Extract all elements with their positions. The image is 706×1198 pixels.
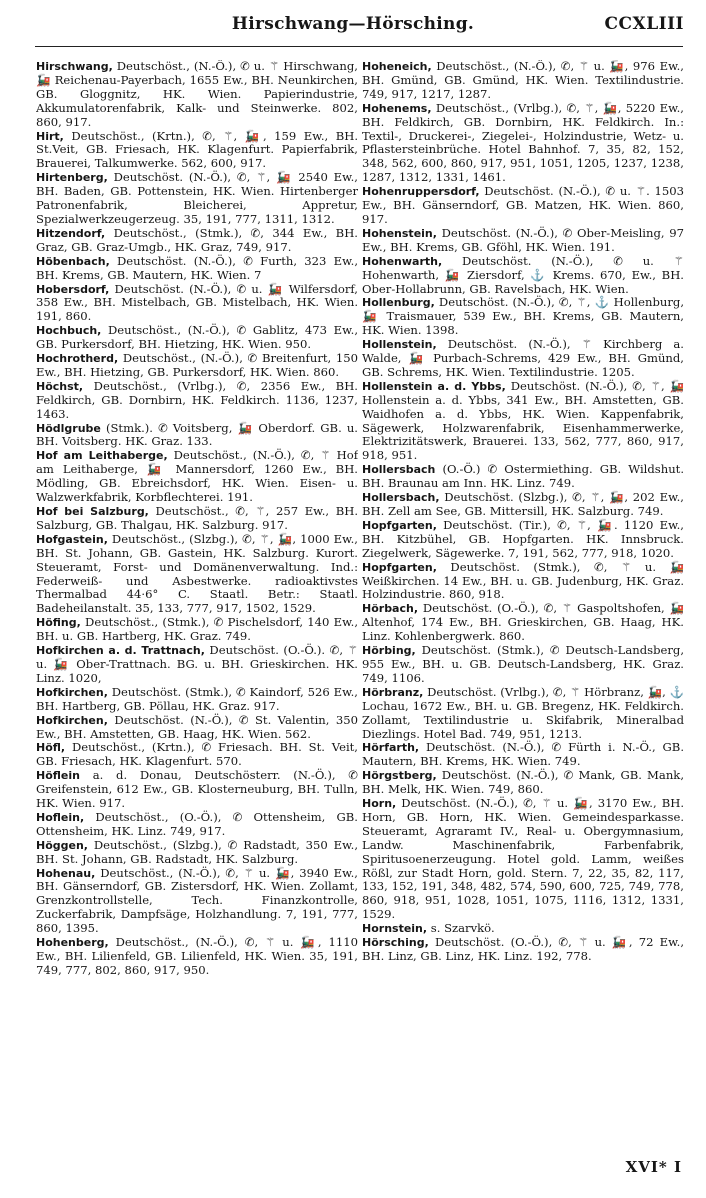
gazetteer-entry	[36, 769, 358, 811]
entry-place-name: Hörbing,	[362, 644, 416, 658]
entry-place-name: Höchst,	[36, 379, 84, 393]
gazetteer-entry	[36, 449, 358, 505]
gazetteer-entry	[362, 769, 684, 797]
entry-description: Deutschöst., (Slzbg.), ✆, ⚚, 🚂, 1000 Ew., BH. St. Johann, GB. Gastein, HK. Salzburg. Kurort. Steueramt, Forst- und Domänenverwaltung. Ind.: Federweiß- und Asbestwerke. radioaktivstes Thermalbad 44·6° C. Staatl. Betr.: Staatl. Badeheilanstalt. 35, 133, 777, 917, 1502, 1529.	[36, 531, 358, 616]
entry-place-name: Hohenwarth,	[362, 254, 443, 268]
entry-place-name: Hofkirchen a. d. Trattnach,	[36, 644, 205, 658]
entry-description: Deutschöst., (N.-Ö.), ✆ Gablitz, 473 Ew., GB. Purkersdorf, BH. Hietzing, HK. Wien. 950.	[36, 323, 358, 352]
gazetteer-entry	[36, 324, 358, 352]
entry-place-name: Hörsching,	[362, 936, 429, 950]
entry-description: Deutschöst. (O.-Ö.), ✆, ⚚ Gaspoltshofen, 🚂 Altenhof, 174 Ew., BH. Grieskirchen, GB. Haag, HK. Linz. Kohlenbergwerk. 860.	[362, 601, 684, 644]
gazetteer-entry	[362, 741, 684, 769]
gazetteer-entry	[36, 616, 358, 644]
entry-place-name: Hödlgrube	[36, 421, 101, 435]
entry-description: Deutschöst., (N.-Ö.), ✆ Breitenfurt, 150 Ew., BH. Hietzing, GB. Purkersdorf, HK. Wien. 860.	[36, 351, 358, 379]
gazetteer-entry	[36, 505, 358, 533]
entry-description: Deutschöst. (N.-Ö.), ✆, ⚚, 🚂 2540 Ew., BH. Baden, GB. Pottenstein, HK. Wien. Hirtenberger Patronenfabrik, Bleicherei, Appretur, Spezialwerkzeugerzeug. 35, 191, 777, 1311, 1312.	[36, 170, 358, 226]
entry-place-name: Hopfgarten,	[362, 518, 437, 532]
entry-description: (O.-Ö.) ✆ Ostermiething. GB. Wildshut. BH. Braunau am Inn. HK. Linz. 749.	[362, 462, 684, 491]
gazetteer-entry	[36, 811, 358, 839]
entry-place-name: Hirschwang,	[36, 60, 113, 73]
entry-description: Deutschöst. (Slzbg.), ✆, ⚚, 🚂, 202 Ew., BH. Zell am See, GB. Mittersill, HK. Salzburg. 749.	[362, 490, 684, 518]
page-number: CCXLIII	[604, 14, 684, 34]
entry-place-name: Höbenbach,	[36, 254, 110, 268]
entry-description: a. d. Donau, Deutschösterr. (N.-Ö.), ✆ Greifenstein, 612 Ew., GB. Klosterneuburg, BH. Tulln, HK. Wien. 917.	[36, 768, 358, 811]
entry-place-name: Hollenburg,	[362, 296, 435, 310]
entry-description: Deutschöst. (N.-Ö.), ✆ Furth, 323 Ew., BH. Krems, GB. Mautern, HK. Wien. 7	[36, 253, 358, 282]
gazetteer-entry	[36, 741, 358, 769]
entry-description: Deutschöst. (N.-Ö.), ✆ Fürth i. N.-Ö., GB. Mautern, BH. Krems, HK. Wien. 749.	[362, 740, 684, 769]
entry-description: Deutschöst. (N.-Ö.), ✆ u. ⚚ Hohenwarth, 🚂 Ziersdorf, ⚓ Krems. 670, Ew., BH. Ober-Hollabrunn, GB. Ravelsbach, HK. Wien.	[362, 253, 684, 296]
entry-description: Deutschöst., (Stmk.), ✆ Pischelsdorf, 140 Ew., BH. u. GB. Hartberg, HK. Graz. 749.	[36, 615, 358, 644]
entry-place-name: Hohenau,	[36, 866, 96, 880]
entry-description: Deutschöst., (N.-Ö.), ✆, ⚚ Hof am Leithaberge, 🚂 Mannersdorf, 1260 Ew., BH. Mödling, GB. Ebreichsdorf, HK. Wien. Eisen- u. Walzwerkfabrik, Korbflechterei. 191.	[36, 448, 358, 505]
gazetteer-entry	[36, 714, 358, 742]
entry-description: Deutschöst. (N.-Ö.), ✆ u. ⚚. 1503 Ew., BH. Gänserndorf, GB. Matzen, HK. Wien. 860, 917.	[362, 184, 684, 226]
entry-place-name: Hörbranz,	[362, 685, 424, 699]
entry-place-name: Hoheneich,	[362, 60, 432, 73]
gazetteer-entry	[362, 185, 684, 227]
signature-mark: XVI* I	[625, 1158, 682, 1176]
entry-place-name: Höfing,	[36, 616, 81, 630]
entry-place-name: Hochrotherd,	[36, 352, 119, 366]
entry-place-name: Hollersbach	[362, 463, 436, 477]
gazetteer-entry	[362, 60, 684, 102]
gazetteer-entry	[36, 255, 358, 283]
entry-description: Deutschöst. (N.-Ö.), ✆ Ober-Meisling, 97 Ew., BH. Krems, GB. Gföhl, HK. Wien. 191.	[362, 225, 684, 254]
entry-description: Deutschöst., (Krtn.), ✆ Friesach. BH. St. Veit, GB. Friesach, HK. Klagenfurt. 570.	[36, 740, 358, 769]
gazetteer-entry	[36, 867, 358, 937]
entry-place-name: Hirtenberg,	[36, 171, 108, 185]
entry-description: Deutschöst. (Vrlbg.), ✆, ⚚ Hörbranz, 🚂, ⚓ Lochau, 1672 Ew., BH. u. GB. Bregenz, HK. Feldkirch. Zollamt, Textilindustrie u. Skifabrik, Mineralbad Diezlings. Hotel Bad. 749, 951, 1213.	[362, 684, 684, 741]
gazetteer-entry	[36, 686, 358, 714]
gazetteer-entry	[362, 602, 684, 644]
gazetteer-entry	[36, 422, 358, 450]
entry-place-name: Hollersbach,	[362, 491, 440, 505]
gazetteer-entry	[36, 227, 358, 255]
gazetteer-entry	[362, 296, 684, 338]
entry-description: Deutschöst. (Stmk.), ✆ Deutsch-Landsberg, 955 Ew., BH. u. GB. Deutsch-Landsberg, HK. Graz. 749, 1106.	[362, 643, 684, 685]
entry-place-name: Hoflein,	[36, 810, 85, 824]
gazetteer-entry	[36, 380, 358, 422]
entry-place-name: Hofkirchen,	[36, 685, 108, 699]
entry-description: Deutschöst. (N.-Ö.), ✆ St. Valentin, 350 Ew., BH. Amstetten, GB. Haag, HK. Wien. 562.	[36, 712, 358, 741]
entry-place-name: Hohenberg,	[36, 936, 109, 950]
gazetteer-entry	[36, 130, 358, 172]
gazetteer-entry	[36, 283, 358, 325]
entry-description: Deutschöst. (N.-Ö.), ✆, ⚚, 🚂 Hollenstein a. d. Ybbs, 341 Ew., BH. Amstetten, GB. Waidhofen a. d. Ybbs, HK. Wien. Kappenfabrik, Sägewerk, Holzwarenfabrik, Eisenhammerwerke, Elektrizitätswerk, Brauerei. 133, 562, 777, 860, 917, 918, 951.	[362, 378, 684, 463]
entry-place-name: Hohenstein,	[362, 226, 437, 240]
entry-description: Deutschöst. (Stmk.), ✆ Kaindorf, 526 Ew., BH. Hartberg, GB. Pöllau, HK. Graz. 917.	[36, 684, 358, 713]
gazetteer-entry	[362, 463, 684, 491]
gazetteer-entry	[36, 171, 358, 227]
gazetteer-entry	[362, 255, 684, 297]
entry-place-name: Hof bei Salzburg,	[36, 505, 149, 518]
entry-description: Deutschöst., (Stmk.), ✆, 344 Ew., BH. Graz, GB. Graz-Umgb., HK. Graz, 749, 917.	[36, 225, 358, 254]
gazetteer-entry	[362, 936, 684, 964]
entry-description: Deutschöst. (O.-Ö.), ✆, ⚚ u. 🚂, 72 Ew., BH. Linz, GB. Linz, HK. Linz. 192, 778.	[362, 935, 684, 963]
running-title: Hirschwang—Hörsching.	[231, 14, 475, 34]
entry-place-name: Horn,	[362, 797, 397, 811]
entry-description: Deutschöst., (N.-Ö.), ✆ u. ⚚ Hirschwang, 🚂 Reichenau-Payerbach, 1655 Ew., BH. Neunkirchen, GB. Gloggnitz, HK. Wien. Papierindustrie, Akkumulatorenfabrik, Kalk- und Steinwerke. 802, 860, 917.	[36, 60, 358, 129]
entry-description: Deutschöst. (N.-Ö.), ✆, ⚚ u. 🚂, 3170 Ew., BH. Horn, GB. Horn, HK. Wien. Gemeindesparkasse. Steueramt, Agraramt IV., Real- u. Obergymnasium, Landw. Maschinenfabrik, Farbenfabrik, Spiritusoenerzeugung. Hotel gold. Lamm, weißes Rößl, zur Stadt Horn, gold. Stern. 7, 22, 35, 82, 117, 133, 152, 191, 348, 482, 574, 590, 600, 725, 749, 778, 860, 918, 951, 1028, 1051, 1075, 1116, 1312, 1331, 1529.	[362, 796, 684, 922]
entry-place-name: Hollenstein,	[362, 338, 437, 352]
gazetteer-entry	[362, 338, 684, 380]
gazetteer-entry	[362, 227, 684, 255]
entry-description: Deutschöst. (N.-Ö.), ✆, ⚚, ⚓ Hollenburg, 🚂 Traismauer, 539 Ew., BH. Krems, GB. Mautern, HK. Wien. 1398.	[362, 295, 684, 338]
gazetteer-entry	[36, 60, 358, 130]
entry-place-name: Hohenruppersdorf,	[362, 185, 480, 199]
right-column	[362, 60, 684, 1158]
entry-description: Deutschöst. (N.-Ö.), ⚚ Kirchberg a. Walde, 🚂 Purbach-Schrems, 429 Ew., BH. Gmünd, GB. Schrems, HK. Wien. Textilindustrie. 1205.	[362, 337, 684, 379]
gazetteer-entry	[362, 491, 684, 519]
entry-place-name: Hollenstein a. d. Ybbs,	[362, 379, 506, 393]
entry-place-name: Hohenems,	[362, 101, 432, 115]
gazetteer-entry	[362, 102, 684, 185]
gazetteer-entry	[362, 644, 684, 686]
gazetteer-entry	[36, 352, 358, 380]
entry-place-name: Hörbach,	[362, 602, 419, 616]
gazetteer-entry	[36, 644, 358, 686]
header-rule	[35, 46, 683, 47]
entry-description: Deutschöst., (O.-Ö.), ✆ Ottensheim, GB. Ottensheim, HK. Linz. 749, 917.	[36, 809, 358, 838]
gazetteer-entry	[362, 686, 684, 742]
entry-description: Deutschöst., (Krtn.), ✆, ⚚, 🚂, 159 Ew., BH. St.Veit, GB. Friesach, HK. Klagenfurt. Papierfabrik, Brauerei, Talkumwerke. 562, 600, 917.	[36, 128, 358, 171]
page-header	[0, 14, 706, 40]
gazetteer-entry	[362, 380, 684, 463]
entry-description: (Stmk.). ✆ Voitsberg, 🚂 Oberdorf. GB. u. BH. Voitsberg. HK. Graz. 133.	[36, 420, 358, 449]
left-column	[36, 60, 358, 1158]
entry-description: Deutschöst., (Slzbg.), ✆ Radstadt, 350 Ew., BH. St. Johann, GB. Radstadt, HK. Salzburg.	[36, 837, 358, 866]
gazetteer-entry	[362, 922, 684, 936]
entry-description: Deutschöst., (N.-Ö.), ✆, ⚚ u. 🚂, 3940 Ew., BH. Gänserndorf, GB. Zistersdorf, HK. Wien. Zollamt, Grenzkontrollstelle, Tech. Finanzkontrolle, Zuckerfabrik, Dampfsäge, Holzhandlung. 7, 191, 777, 860, 1395.	[36, 865, 358, 936]
entry-description: Deutschöst., ✆, ⚚, 257 Ew., BH. Salzburg, GB. Thalgau, HK. Salzburg. 917.	[36, 504, 358, 532]
gazetteer-entry	[36, 936, 358, 978]
entry-place-name: Hobersdorf,	[36, 282, 110, 296]
gazetteer-entry	[36, 839, 358, 867]
entry-description: Deutschöst. (O.-Ö.). ✆, ⚚ u. 🚂 Ober-Trattnach. BG. u. BH. Grieskirchen. HK. Linz. 1020,	[36, 643, 358, 685]
entry-place-name: Hochbuch,	[36, 324, 102, 338]
entry-place-name: Hirt,	[36, 129, 64, 143]
entry-place-name: Hörgstberg,	[362, 769, 437, 783]
entry-description: Deutschöst. (N.-Ö.), ✆ u. 🚂 Wilfersdorf, 358 Ew., BH. Mistelbach, GB. Mistelbach, HK. Wien. 191, 860.	[36, 281, 358, 324]
entry-place-name: Höggen,	[36, 838, 88, 852]
gazetteer-entry	[362, 519, 684, 561]
entry-place-name: Höfl,	[36, 741, 66, 755]
entry-place-name: Hopfgarten,	[362, 560, 437, 574]
entry-place-name: Hörfarth,	[362, 741, 420, 755]
entry-description: Deutschöst., (N.-Ö.), ✆, ⚚ u. 🚂, 976 Ew., BH. Gmünd, GB. Gmünd, HK. Wien. Textilindustrie. 749, 917, 1217, 1287.	[362, 60, 684, 101]
entry-description: s. Szarvkö.	[430, 921, 495, 936]
entry-description: Deutschöst., (Vrlbg.), ✆, ⚚, 🚂, 5220 Ew., BH. Feldkirch, GB. Dornbirn, HK. Feldkirch. In.: Textil-, Druckerei-, Ziegelei-, Holzindustrie, Wetz- u. Pflastersteinbrüche. Hotel Bahnhof. 7, 35, 82, 152, 348, 562, 600, 860, 917, 951, 1051, 1205, 1237, 1238, 1287, 1312, 1331, 1461.	[362, 100, 684, 185]
gazetteer-entry	[362, 797, 684, 922]
entry-place-name: Höflein	[36, 769, 80, 783]
entry-place-name: Hornstein,	[362, 922, 428, 936]
entry-description: Deutschöst. (Stmk.), ✆, ⚚ u. 🚂 Weißkirchen. 14 Ew., BH. u. GB. Judenburg, HK. Graz. Holzindustrie. 860, 918.	[362, 559, 684, 602]
entry-description: Deutschöst. (Tir.), ✆, ⚚, 🚂. 1120 Ew., BH. Kitzbühel, GB. Hopfgarten. HK. Innsbruck. Ziegelwerk, Sägewerke. 7, 191, 562, 777, 918, 1020.	[362, 517, 684, 560]
gazetteer-entry	[362, 561, 684, 603]
entry-place-name: Hof am Leithaberge,	[36, 449, 168, 463]
entry-description: Deutschöst., (Vrlbg.), ✆, 2356 Ew., BH. Feldkirch, GB. Dornbirn, HK. Feldkirch. 1136, 1237, 1463.	[36, 378, 358, 421]
gazetteer-entry	[36, 533, 358, 616]
entry-place-name: Hofkirchen,	[36, 713, 108, 727]
entry-description: Deutschöst. (N.-Ö.), ✆ Mank, GB. Mank, BH. Melk, HK. Wien. 749, 860.	[362, 768, 684, 797]
entry-place-name: Hitzendorf,	[36, 226, 106, 240]
entry-description: Deutschöst., (N.-Ö.), ✆, ⚚ u. 🚂, 1110 Ew., BH. Lilienfeld, GB. Lilienfeld, HK. Wien. 35, 191, 749, 777, 802, 860, 917, 950.	[36, 935, 358, 977]
entry-place-name: Hofgastein,	[36, 532, 108, 546]
